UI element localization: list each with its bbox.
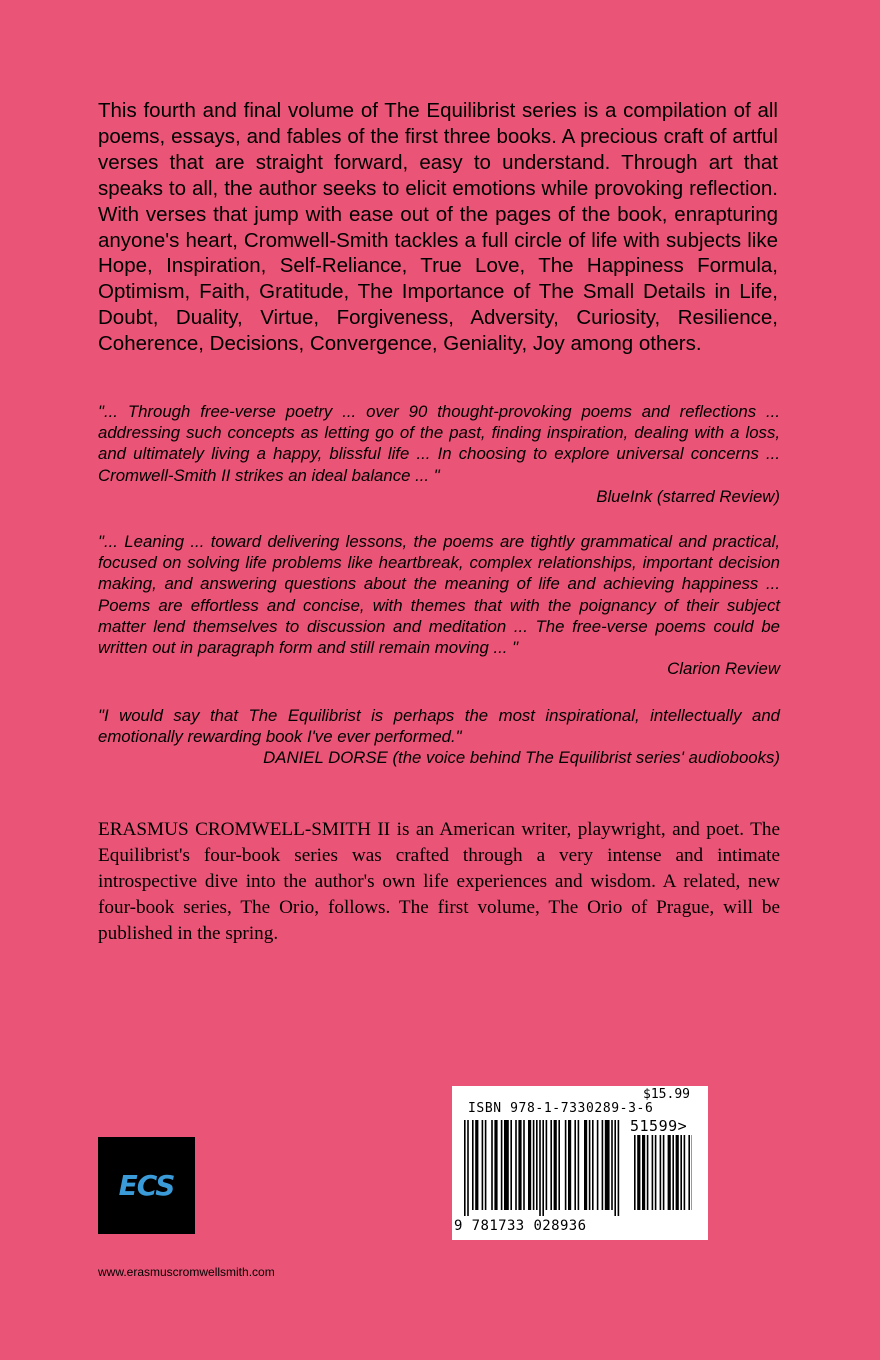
ean-barcode-bars: [464, 1120, 624, 1216]
review-clarion: [98, 531, 780, 679]
review-source: BlueInk (starred Review): [596, 486, 780, 506]
barcode-bar: [533, 1120, 535, 1210]
author-bio: ERASMUS CROMWELL-SMITH II is an American writer, playwright, and poet. The Equilibrist's four-book series was crafted through a very intense and intimate introspective dive into the author's own life experiences and wisdom. A related, new four-book series, The Orio, follows. The first volume, The Orio of Prague, will be published in the spring.: [98, 819, 780, 944]
barcode-bar: [542, 1120, 544, 1216]
publisher-logo-text: ECS: [118, 1169, 175, 1202]
barcode-bar: [485, 1120, 487, 1210]
barcode-bar: [536, 1120, 538, 1210]
barcode-bar: [584, 1120, 587, 1210]
barcode-bar: [475, 1120, 478, 1210]
isbn-label: ISBN 978-1-7330289-3-6: [468, 1101, 654, 1116]
barcode-bar: [491, 1120, 493, 1210]
barcode-bar: [676, 1135, 679, 1210]
addon-barcode-bars: [634, 1135, 692, 1216]
barcode-bar: [518, 1120, 521, 1210]
review-source: Clarion Review: [667, 659, 780, 679]
review-source: DANIEL DORSE (the voice behind The Equilibrist series' audiobooks): [263, 748, 780, 768]
barcode-bar: [482, 1120, 484, 1210]
barcode-bar: [565, 1120, 567, 1210]
barcode-bar: [647, 1135, 649, 1210]
review-quote: "... Through free-verse poetry ... over 90 thought-provoking poems and reflections ... addressing such concepts as letting go of the past, finding inspiration, dealing with a loss, and ultimately living a happy, blissful life ... In choosing to explore universal concerns ... Cromwell-Smith II strikes an ideal balance ... ": [98, 402, 780, 485]
barcode-bar: [660, 1135, 662, 1210]
barcode-bar: [494, 1120, 497, 1210]
barcode-bar: [554, 1120, 557, 1210]
barcode-bar: [550, 1120, 552, 1210]
barcode-bar: [652, 1135, 654, 1210]
barcode-bar: [578, 1120, 580, 1210]
barcode-bar: [668, 1135, 671, 1210]
addon-code: 51599>: [630, 1117, 688, 1135]
barcode-bar: [510, 1120, 512, 1210]
price-label: $15.99: [643, 1087, 690, 1102]
publisher-logo: [98, 1137, 195, 1234]
barcode-bar: [589, 1120, 591, 1210]
barcode-bar: [501, 1120, 503, 1210]
barcode-bar: [672, 1135, 674, 1210]
barcode-bar: [528, 1120, 531, 1210]
author-website: www.erasmuscromwellsmith.com: [98, 1265, 275, 1279]
barcode-bar: [539, 1120, 541, 1216]
barcode-bar: [637, 1135, 640, 1210]
barcode-bar: [634, 1135, 636, 1210]
isbn-barcode: [452, 1086, 708, 1240]
review-blueink: [98, 401, 780, 507]
barcode-bar: [618, 1120, 620, 1216]
barcode-bar: [558, 1120, 560, 1210]
barcode-bar: [655, 1135, 657, 1210]
barcode-bar: [597, 1120, 599, 1210]
ean-number: 9 781733 028936: [454, 1218, 587, 1234]
barcode-bar: [523, 1120, 525, 1210]
barcode-bar: [546, 1120, 548, 1210]
review-quote: "... Leaning ... toward delivering lessons, the poems are tightly grammatical and practical, focused on solving life problems like heartbreak, complex relationships, important decision making, and answering questions about the meaning of life and achieving happiness ... Poems are effortless and concise, with themes that with the poignancy of their subject matter lend themselves to discussion and meditation ... The free-verse poems could be written out in paragraph form and still remain moving ... ": [98, 532, 780, 658]
barcode-bar: [515, 1120, 517, 1210]
barcode-bar: [467, 1120, 469, 1216]
barcode-bar: [574, 1120, 576, 1210]
review-quote: "I would say that The Equilibrist is perhaps the most inspirational, intellectually and emotionally rewarding book I've ever performed.": [98, 706, 780, 747]
barcode-bar: [592, 1120, 594, 1210]
book-description: This fourth and final volume of The Equilibrist series is a compilation of all poems, essays, and fables of the first three books. A precious craft of artful verses that are straight forward, easy to understand. Through art that speaks to all, the author seeks to elicit emotions while provoking reflection. With verses that jump with ease out of the pages of the book, enrapturing anyone's heart, Cromwell-Smith tackles a full circle of life with subjects like Hope, Inspiration, Self-Reliance, True Love, The Happiness Formula, Optimism, Faith, Gratitude, The Importance of The Small Details in Life, Doubt, Duality, Virtue, Forgiveness, Adversity, Curiosity, Resilience, Coherence, Decisions, Convergence, Geniality, Joy among others.: [98, 99, 778, 356]
barcode-bar: [472, 1120, 474, 1210]
barcode-bar: [663, 1135, 665, 1210]
barcode-bar: [680, 1135, 682, 1210]
barcode-bar: [605, 1120, 610, 1210]
barcode-bar: [568, 1120, 571, 1210]
barcode-bar: [688, 1135, 690, 1210]
barcode-bar: [684, 1135, 686, 1210]
barcode-bar: [464, 1120, 466, 1216]
barcode-bar: [642, 1135, 645, 1210]
review-daniel-dorse: [98, 705, 780, 769]
barcode-bar: [602, 1120, 604, 1210]
barcode-bar: [611, 1120, 613, 1210]
barcode-bar: [614, 1120, 616, 1216]
barcode-bar: [504, 1120, 509, 1210]
